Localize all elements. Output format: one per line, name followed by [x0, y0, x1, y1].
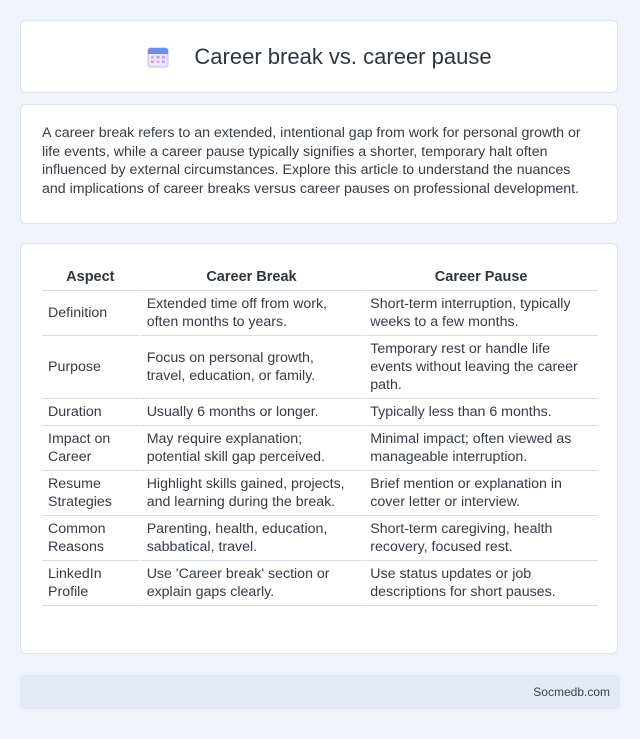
career-break-cell: Parenting, health, education, sabbatical, travel. — [139, 516, 363, 561]
career-break-cell: Highlight skills gained, projects, and learning during the break. — [139, 471, 363, 516]
aspect-cell: Impact on Career — [42, 426, 139, 471]
table-row — [42, 561, 598, 606]
table-row — [42, 516, 598, 561]
career-pause-cell: Brief mention or explanation in cover letter or interview. — [362, 471, 598, 516]
comparison-card — [20, 243, 618, 654]
career-break-cell: May require explanation; potential skill gap perceived. — [139, 426, 363, 471]
career-break-cell: Extended time off from work, often months to years. — [139, 291, 363, 336]
aspect-cell: Definition — [42, 291, 139, 336]
title-card — [20, 20, 618, 93]
column-header-career-pause: Career Pause — [362, 264, 598, 291]
page-title: Career break vs. career pause — [194, 43, 492, 69]
career-pause-cell: Minimal impact; often viewed as manageable interruption. — [362, 426, 598, 471]
aspect-cell: Duration — [42, 399, 139, 426]
career-pause-cell: Short-term caregiving, health recovery, focused rest. — [362, 516, 598, 561]
calendar-icon — [146, 45, 170, 69]
footer-bar — [20, 675, 620, 709]
aspect-cell: LinkedIn Profile — [42, 561, 139, 606]
table-row — [42, 471, 598, 516]
intro-paragraph: A career break refers to an extended, intentional gap from work for personal growth or life events, while a career pause typically signifies a shorter, temporary halt often influenced by external circumstances. Explore this article to understand the nuances and implications of career breaks versus career pauses on professional development. — [42, 125, 581, 197]
aspect-cell: Resume Strategies — [42, 471, 139, 516]
table-row — [42, 291, 598, 336]
table-row — [42, 399, 598, 426]
career-pause-cell: Use status updates or job descriptions for short pauses. — [362, 561, 598, 606]
career-break-cell: Focus on personal growth, travel, education, or family. — [139, 336, 363, 399]
table-row — [42, 336, 598, 399]
table-row — [42, 426, 598, 471]
aspect-cell: Common Reasons — [42, 516, 139, 561]
column-header-aspect: Aspect — [42, 264, 139, 291]
career-pause-cell: Short-term interruption, typically weeks to a few months. — [362, 291, 598, 336]
career-pause-cell: Typically less than 6 months. — [362, 399, 598, 426]
aspect-cell: Purpose — [42, 336, 139, 399]
comparison-table — [42, 264, 598, 606]
footer-site-name: Socmedb.com — [533, 685, 610, 699]
table-header-row — [42, 264, 598, 291]
intro-card — [20, 104, 618, 224]
career-break-cell: Usually 6 months or longer. — [139, 399, 363, 426]
career-pause-cell: Temporary rest or handle life events without leaving the career path. — [362, 336, 598, 399]
column-header-career-break: Career Break — [139, 264, 363, 291]
career-break-cell: Use 'Career break' section or explain gaps clearly. — [139, 561, 363, 606]
